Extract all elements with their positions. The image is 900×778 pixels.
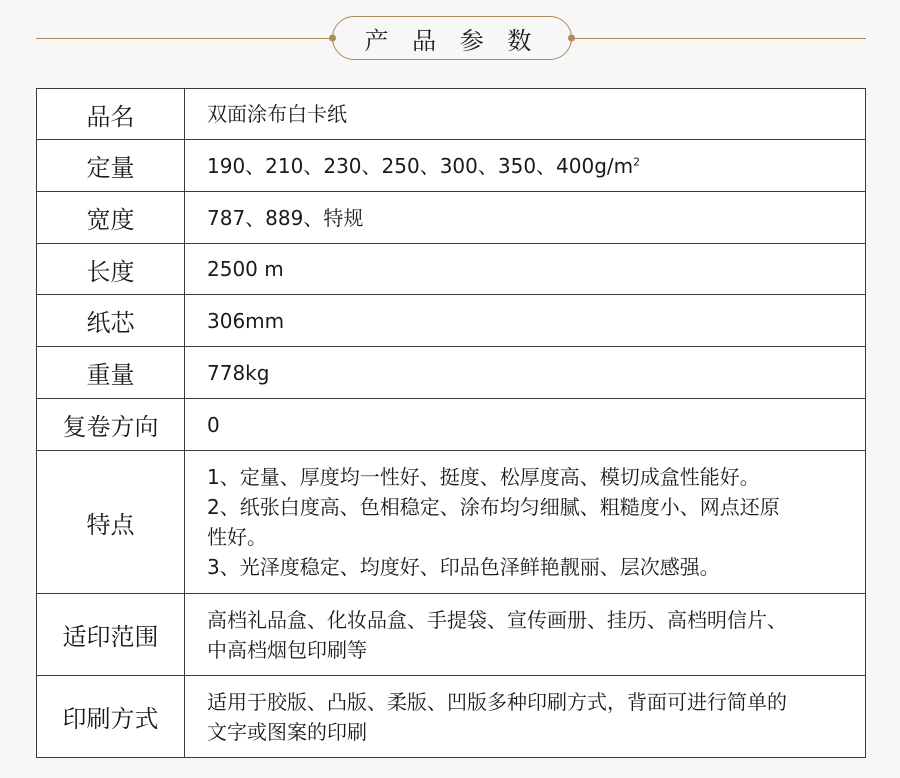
feature-line: 性好。 bbox=[207, 525, 267, 549]
row-value: 0 bbox=[185, 399, 866, 451]
table-row-applications bbox=[37, 594, 866, 676]
header-rule-left bbox=[36, 38, 332, 39]
row-label: 宽度 bbox=[37, 192, 185, 244]
row-label: 复卷方向 bbox=[37, 399, 185, 451]
row-label: 长度 bbox=[37, 244, 185, 295]
table-row-width bbox=[37, 192, 866, 244]
row-label: 特点 bbox=[37, 451, 185, 594]
table-row-rewind-direction bbox=[37, 399, 866, 451]
row-label: 重量 bbox=[37, 347, 185, 399]
unit-superscript: 2 bbox=[633, 154, 641, 168]
section-header bbox=[0, 0, 900, 80]
feature-line: 1、定量、厚度均一性好、挺度、松厚度高、模切成盒性能好。 bbox=[207, 465, 760, 489]
section-title: 产 品 参 数 bbox=[332, 16, 572, 60]
row-label: 适印范围 bbox=[37, 594, 185, 676]
table-row-features bbox=[37, 451, 866, 594]
table-row-name bbox=[37, 89, 866, 140]
row-label: 印刷方式 bbox=[37, 676, 185, 758]
grammage-values: 190、210、230、250、300、350、400g/m bbox=[207, 153, 634, 178]
feature-line: 2、纸张白度高、色相稳定、涂布均匀细腻、粗糙度小、网点还原 bbox=[207, 495, 780, 519]
row-value: 双面涂布白卡纸 bbox=[185, 89, 866, 140]
row-value bbox=[185, 594, 866, 676]
header-rule-right bbox=[574, 38, 866, 39]
table-row-printing-methods bbox=[37, 676, 866, 758]
row-value bbox=[185, 451, 866, 594]
row-value: 306mm bbox=[185, 295, 866, 347]
printing-line: 适用于胶版、凸版、柔版、凹版多种印刷方式，背面可进行简单的 bbox=[207, 689, 787, 714]
row-value bbox=[185, 676, 866, 758]
row-value: 787、889、特规 bbox=[185, 192, 866, 244]
table-row-length bbox=[37, 244, 866, 295]
row-label: 定量 bbox=[37, 140, 185, 192]
row-value: 778kg bbox=[185, 347, 866, 399]
feature-line: 3、光泽度稳定、均度好、印品色泽鲜艳靓丽、层次感强。 bbox=[207, 555, 720, 579]
application-line: 中高档烟包印刷等 bbox=[207, 637, 367, 662]
printing-line: 文字或图案的印刷 bbox=[207, 719, 367, 744]
row-value bbox=[185, 140, 866, 192]
row-label: 纸芯 bbox=[37, 295, 185, 347]
row-label: 品名 bbox=[37, 89, 185, 140]
table-row-core bbox=[37, 295, 866, 347]
application-line: 高档礼品盒、化妆品盒、手提袋、宣传画册、挂历、高档明信片、 bbox=[207, 607, 787, 632]
product-parameters-table bbox=[36, 88, 866, 758]
table-row-grammage bbox=[37, 140, 866, 192]
row-value: 2500 m bbox=[185, 244, 866, 295]
table-row-weight bbox=[37, 347, 866, 399]
